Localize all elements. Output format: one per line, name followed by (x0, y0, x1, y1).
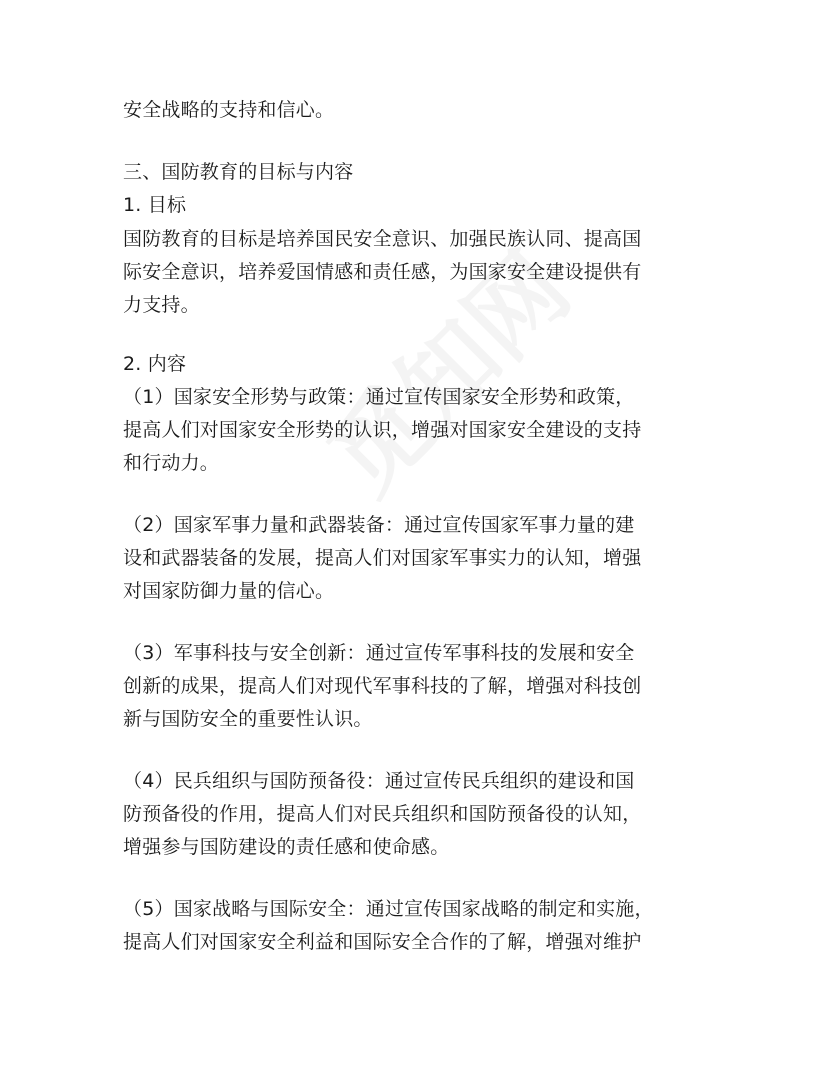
subsection-heading: 2. 内容 (123, 353, 187, 375)
paragraph-line: 对国家防御力量的信心。 (123, 580, 335, 602)
list-item-line: （4）民兵组织与国防预备役：通过宣传民兵组织的建设和国 (123, 770, 635, 792)
subsection-heading: 1. 目标 (123, 194, 187, 216)
paragraph-line: 增强参与国防建设的责任感和使命感。 (123, 836, 450, 858)
paragraph-line: 力支持。 (123, 294, 200, 316)
paragraph-line: 提高人们对国家安全利益和国际安全合作的了解，增强对维护 (123, 931, 642, 953)
paragraph-line: 防预备役的作用，提高人们对民兵组织和国防预备役的认知， (123, 803, 642, 825)
paragraph-line: 提高人们对国家安全形势的认识，增强对国家安全建设的支持 (123, 419, 642, 441)
paragraph-line: 设和武器装备的发展，提高人们对国家军事实力的认知，增强 (123, 547, 642, 569)
paragraph-line: 安全战略的支持和信心。 (123, 99, 335, 121)
section-heading: 三、国防教育的目标与内容 (123, 161, 354, 183)
list-item-line: （3）军事科技与安全创新：通过宣传军事科技的发展和安全 (123, 642, 635, 664)
list-item-line: （1）国家安全形势与政策：通过宣传国家安全形势和政策， (123, 386, 635, 408)
paragraph-line: 国防教育的目标是培养国民安全意识、加强民族认同、提高国 (123, 228, 642, 250)
paragraph-line: 和行动力。 (123, 452, 220, 474)
paragraph-line: 际安全意识，培养爱国情感和责任感，为国家安全建设提供有 (123, 261, 642, 283)
list-item-line: （2）国家军事力量和武器装备：通过宣传国家军事力量的建 (123, 514, 635, 536)
list-item-line: （5）国家战略与国际安全：通过宣传国家战略的制定和实施， (123, 898, 654, 920)
paragraph-line: 创新的成果，提高人们对现代军事科技的了解，增强对科技创 (123, 675, 642, 697)
paragraph-line: 新与国防安全的重要性认识。 (123, 708, 373, 730)
